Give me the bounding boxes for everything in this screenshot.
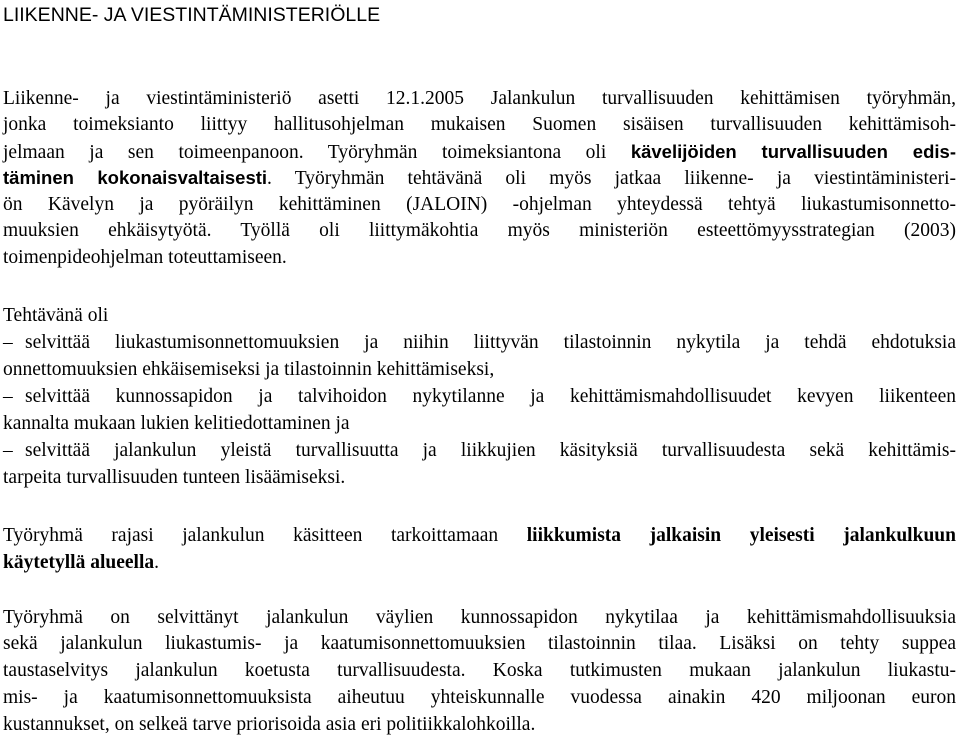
task-item-3 bbox=[3, 438, 956, 464]
intro-line-2: jonka toimeksianto liittyy hallitusohjelman mukaisen Suomen sisäisen turvallisuuden kehittämisoh- bbox=[3, 114, 956, 135]
intro-line-6: muuksien ehkäisytyötä. Työllä oli liittymäkohtia myös ministeriön esteettömyysstrategian (2003) bbox=[3, 220, 956, 241]
task-1-line-1: selvittää liukastumisonnettomuuksien ja niihin liittyvän tilastoinnin nykytila ja tehdä ehdotuksia bbox=[25, 332, 956, 353]
scope-line-1 bbox=[3, 523, 956, 549]
findings-line-4: mis- ja kaatumisonnettomuuksista aiheutuu yhteiskunnalle vuodessa ainakin 420 miljoonan euron bbox=[3, 687, 956, 708]
task-3-line-2: tarpeita turvallisuuden tunteen lisäämiseksi. bbox=[3, 467, 346, 488]
findings-line-1: Työryhmä on selvittänyt jalankulun väylien kunnossapidon nykytilaa ja kehittämismahdollisuuksia bbox=[3, 607, 956, 628]
findings-line-5: kustannukset, on selkeä tarve priorisoida asia eri politiikkalohkoilla. bbox=[3, 714, 536, 735]
task-1-line-2: onnettomuuksien ehkäisemiseksi ja tilastoinnin kehittämiseksi, bbox=[3, 359, 495, 380]
task-item-2 bbox=[3, 384, 956, 410]
findings-line-2: sekä jalankulun liukastumis- ja kaatumisonnettomuuksien tilastoinnin tilaa. Lisäksi on tehty suppea bbox=[3, 633, 956, 654]
dash-bullet: – bbox=[3, 440, 13, 461]
document-title: LIIKENNE- JA VIESTINTÄMINISTERIÖLLE bbox=[3, 4, 381, 26]
intro-line-4 bbox=[3, 165, 956, 192]
intro-emphasis-2: täminen kokonaisvaltaisesti bbox=[3, 167, 268, 188]
intro-emphasis-1: kävelijöiden turvallisuuden edis- bbox=[630, 141, 956, 162]
task-2-line-1: selvittää kunnossapidon ja talvihoidon nykytilanne ja kehittämismahdollisuudet kevyen liikenteen bbox=[25, 386, 956, 407]
intro-line-7: toimenpideohjelman toteuttamiseen. bbox=[3, 247, 287, 268]
dash-bullet: – bbox=[3, 386, 13, 407]
task-item-1 bbox=[3, 330, 956, 356]
intro-line-4-text: . Työryhmän tehtävänä oli myös jatkaa liikenne- ja viestintäministeri- bbox=[267, 168, 956, 189]
task-3-line-1: selvittää jalankulun yleistä turvallisuutta ja liikkujien käsityksiä turvallisuudesta sekä kehittämis- bbox=[25, 440, 956, 461]
scope-emphasis-1: liikkumista jalkaisin yleisesti jalankulkuun bbox=[526, 525, 956, 546]
tasks-heading: Tehtävänä oli bbox=[3, 305, 109, 326]
dash-bullet: – bbox=[3, 332, 13, 353]
scope-emphasis-2: käytetyllä alueella bbox=[3, 552, 155, 573]
findings-line-3: taustaselvitys jalankulun koetusta turvallisuudesta. Koska tutkimusten mukaan jalankulun liukastu- bbox=[3, 660, 956, 681]
scope-line-2-text: . bbox=[154, 552, 159, 573]
intro-line-5: ön Kävelyn ja pyöräilyn kehittäminen (JALOIN) -ohjelman yhteydessä tehtyä liukastumisonnetto- bbox=[3, 194, 956, 215]
intro-line-3 bbox=[3, 139, 956, 166]
scope-line-2 bbox=[3, 550, 159, 576]
intro-line-1: Liikenne- ja viestintäministeriö asetti 12.1.2005 Jalankulun turvallisuuden kehittämisen työryhmän, bbox=[3, 88, 956, 109]
scope-line-1-text: Työryhmä rajasi jalankulun käsitteen tarkoittamaan bbox=[3, 525, 527, 546]
intro-line-3-text: jelmaan ja sen toimeenpanoon. Työryhmän toimeksiantona oli bbox=[3, 142, 631, 163]
task-2-line-2: kannalta mukaan lukien kelitiedottaminen ja bbox=[3, 413, 350, 434]
